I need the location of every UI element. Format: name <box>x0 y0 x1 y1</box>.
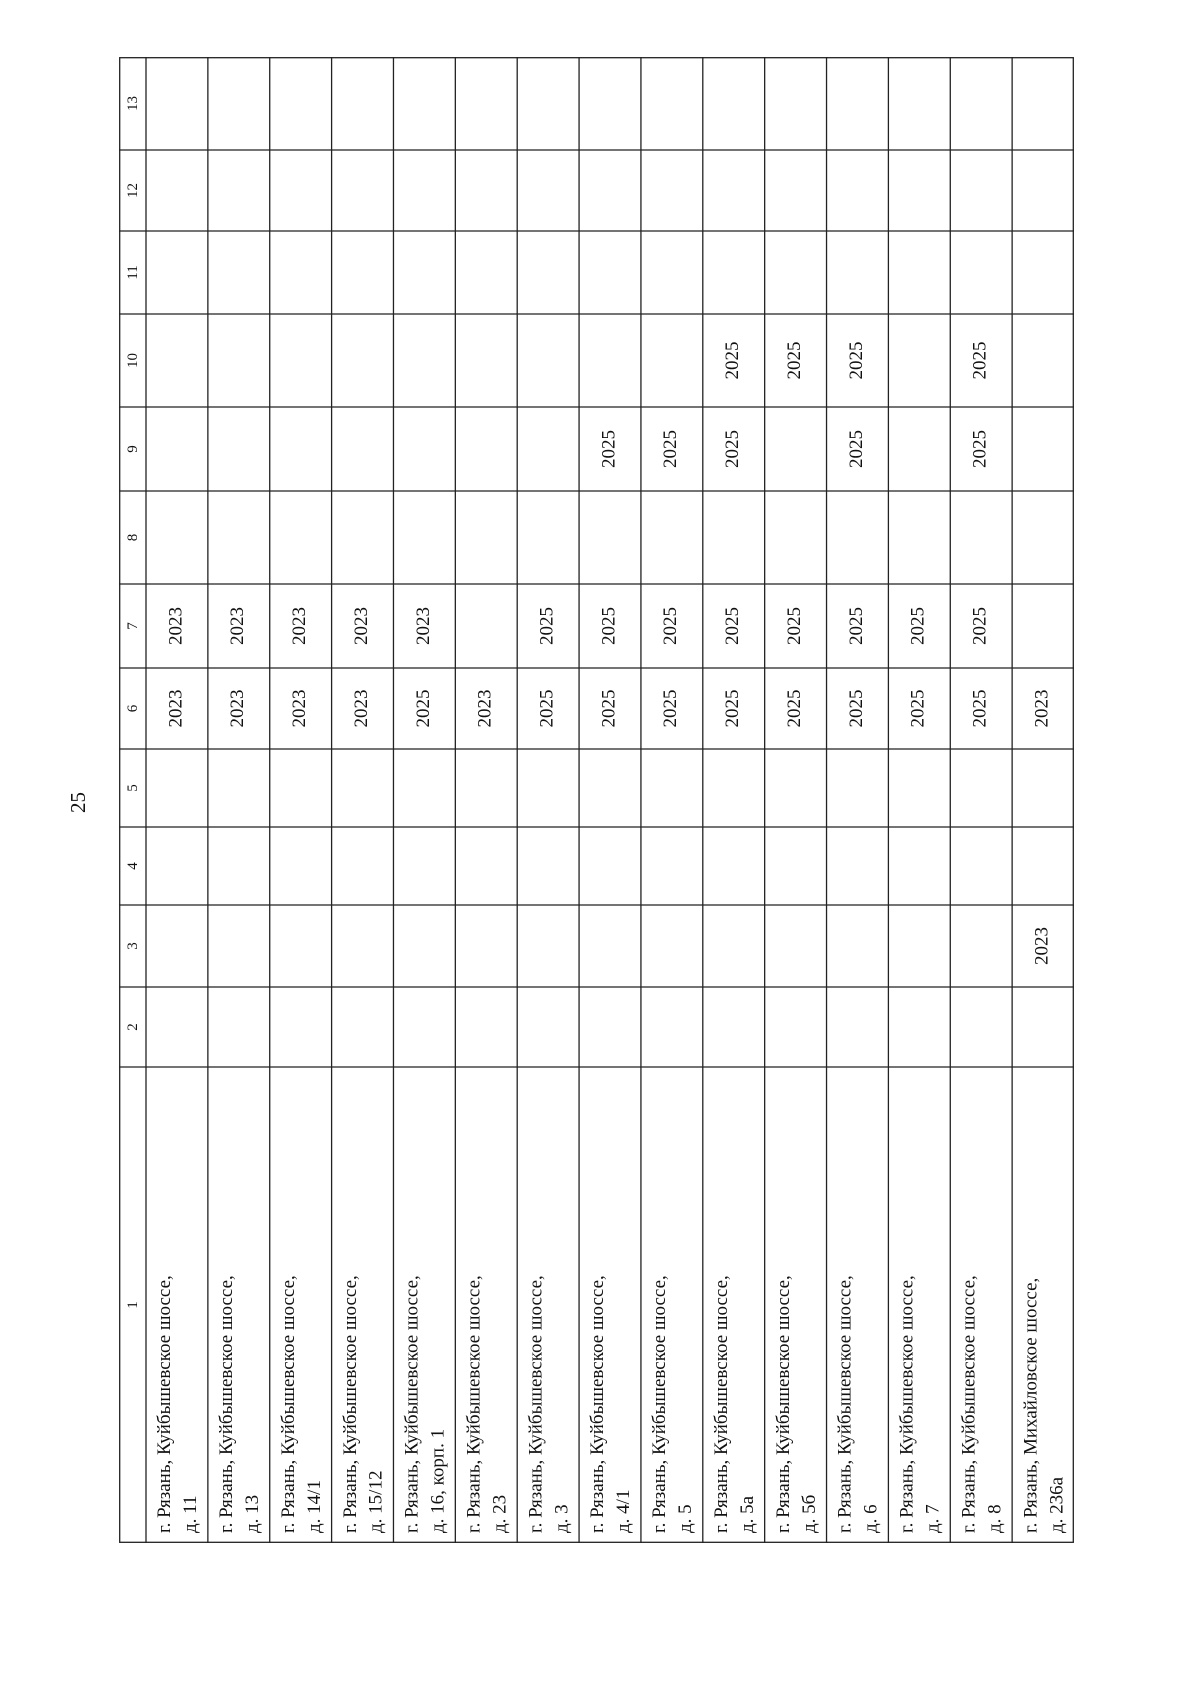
row-address-line-2: д. 5 <box>675 1504 697 1533</box>
cell-year: 2025 <box>907 689 929 728</box>
cell-year: 2025 <box>969 430 991 468</box>
cell-year: 2025 <box>660 607 682 645</box>
row-address-line-1: г. Рязань, Куйбышевское шоссе, <box>154 1275 176 1533</box>
row-address-line-1: г. Рязань, Куйбышевское шоссе, <box>277 1275 299 1533</box>
column-header: 4 <box>124 862 141 870</box>
row-address-line-1: г. Рязань, Куйбышевское шоссе, <box>339 1275 361 1533</box>
rotated-data-table <box>119 57 1074 1543</box>
cell-year: 2025 <box>722 689 744 728</box>
column-header: 7 <box>124 622 141 630</box>
cell-year: 2025 <box>969 607 991 645</box>
cell-year: 2025 <box>969 689 991 728</box>
column-header: 8 <box>124 533 141 542</box>
column-header: 10 <box>124 353 141 368</box>
cell-year: 2025 <box>783 607 805 645</box>
cell-year: 2025 <box>722 341 744 380</box>
column-header: 13 <box>124 96 141 111</box>
row-address-line-2: д. 6 <box>860 1504 882 1533</box>
row-address-line-2: д. 5а <box>736 1495 758 1533</box>
cell-year: 2023 <box>289 607 311 645</box>
cell-year: 2023 <box>227 689 249 728</box>
cell-year: 2025 <box>412 689 434 728</box>
row-address-line-1: г. Рязань, Куйбышевское шоссе, <box>587 1275 609 1533</box>
column-header: 2 <box>124 1023 141 1031</box>
column-header: 3 <box>124 942 141 950</box>
column-header: 12 <box>124 183 141 198</box>
row-address-line-1: г. Рязань, Куйбышевское шоссе, <box>834 1275 856 1533</box>
column-header: 5 <box>124 784 141 792</box>
row-address-line-2: д. 14/1 <box>303 1480 325 1533</box>
row-address-line-1: г. Рязань, Куйбышевское шоссе, <box>525 1275 547 1533</box>
row-address-line-1: г. Рязань, Куйбышевское шоссе, <box>401 1275 423 1533</box>
cell-year: 2025 <box>722 607 744 645</box>
cell-year: 2025 <box>598 607 620 645</box>
cell-year: 2023 <box>350 689 372 728</box>
row-address-line-2: д. 3 <box>551 1504 573 1533</box>
cell-year: 2023 <box>1031 689 1053 728</box>
cell-year: 2023 <box>165 689 187 728</box>
row-address-line-1: г. Рязань, Куйбышевское шоссе, <box>216 1275 238 1533</box>
page-number: 25 <box>66 792 90 813</box>
row-address-line-1: г. Рязань, Куйбышевское шоссе, <box>710 1275 732 1533</box>
cell-year: 2025 <box>907 607 929 645</box>
row-address-line-1: г. Рязань, Куйбышевское шоссе, <box>463 1275 485 1533</box>
row-address-line-2: д. 11 <box>180 1495 202 1533</box>
cell-year: 2023 <box>227 607 249 645</box>
row-address-line-2: д. 15/12 <box>365 1470 387 1533</box>
cell-year: 2025 <box>845 689 867 728</box>
cell-year: 2025 <box>845 607 867 645</box>
cell-year: 2025 <box>660 689 682 728</box>
column-header: 11 <box>124 265 141 280</box>
cell-year: 2023 <box>165 607 187 645</box>
row-address-line-2: д. 5б <box>798 1494 820 1533</box>
cell-year: 2023 <box>1031 927 1053 965</box>
row-address-line-1: г. Рязань, Куйбышевское шоссе, <box>649 1275 671 1533</box>
cell-year: 2025 <box>845 430 867 468</box>
column-header: 6 <box>124 704 141 713</box>
row-address-line-2: д. 23 <box>489 1494 511 1533</box>
row-address-line-2: д. 7 <box>922 1504 944 1533</box>
cell-year: 2025 <box>598 689 620 728</box>
row-address-line-2: д. 16, корп. 1 <box>427 1428 449 1533</box>
row-address-line-1: г. Рязань, Куйбышевское шоссе, <box>958 1275 980 1533</box>
cell-year: 2025 <box>536 607 558 645</box>
row-address-line-1: г. Рязань, Михайловское шоссе, <box>1020 1277 1042 1533</box>
column-header: 1 <box>124 1301 141 1309</box>
cell-year: 2025 <box>969 341 991 380</box>
cell-year: 2023 <box>350 607 372 645</box>
cell-year: 2025 <box>722 430 744 468</box>
column-header: 9 <box>124 445 141 453</box>
cell-year: 2023 <box>412 607 434 645</box>
row-address-line-1: г. Рязань, Куйбышевское шоссе, <box>772 1275 794 1533</box>
row-address-line-1: г. Рязань, Куйбышевское шоссе, <box>896 1275 918 1533</box>
row-address-line-2: д. 236а <box>1046 1476 1068 1533</box>
cell-year: 2023 <box>474 689 496 728</box>
table-grid <box>119 57 1074 1543</box>
cell-year: 2025 <box>845 341 867 380</box>
row-address-line-2: д. 4/1 <box>613 1489 635 1533</box>
cell-year: 2025 <box>598 430 620 468</box>
cell-year: 2025 <box>660 430 682 468</box>
row-address-line-2: д. 8 <box>984 1504 1006 1533</box>
cell-year: 2023 <box>289 689 311 728</box>
cell-year: 2025 <box>783 341 805 380</box>
row-address-line-2: д. 13 <box>242 1494 264 1533</box>
cell-year: 2025 <box>536 689 558 728</box>
cell-year: 2025 <box>783 689 805 728</box>
